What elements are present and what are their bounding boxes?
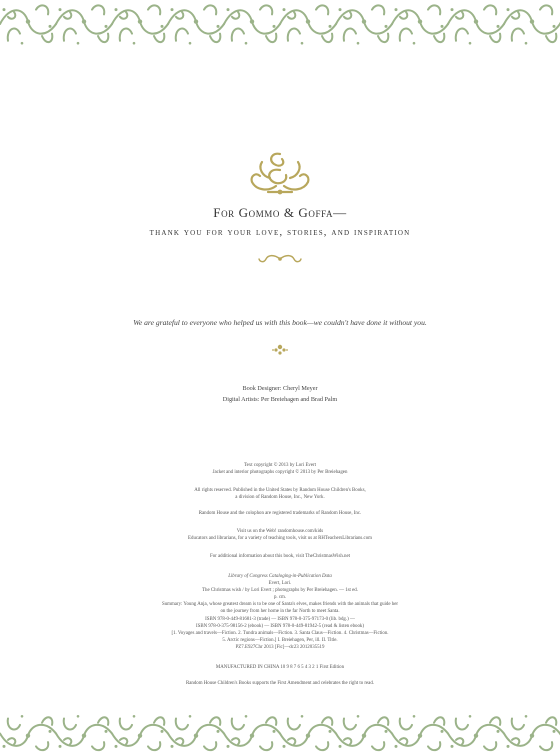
cip-line: p. cm. [273,595,287,601]
cip-line: [1. Voyages and travels—Fiction. 2. Tundra animals—Fiction. 3. Santa Claus—Fiction. 4. Christmas—Fiction. [171,630,389,636]
gold-scroll-ornament [246,148,314,196]
gold-flourish-divider [258,253,302,265]
manufacturing-line: MANUFACTURED IN CHINA 10 9 8 7 6 5 4 3 2 1 First Edition [215,665,345,670]
additional-info: For additional information about this book, visit TheChristmasWish.net [209,554,351,559]
cip-line: ISBN 978-0-375-98156-2 (ebook) — ISBN 978-0-449-81942-5 (read & listen ebook) [195,623,365,629]
dedication-line-1: For Gommo & Goffa— [213,205,347,220]
cip-line: Evert, Lori. [268,581,292,587]
visit-block [0,528,560,542]
floral-border-top [0,0,560,48]
first-amendment-note: Random House Children's Books supports the First Amendment and celebrates the right to read. [185,681,375,686]
dedication-line-2: thank you for your love, stories, and inspiration [149,227,411,238]
visit-web-link: Visit us on the Web! randomhouse.com/kids [236,529,324,534]
copyright-block [0,462,560,476]
cip-line: 5. Arctic regions—Fiction.] I. Breiehagen, Per, ill. II. Title. [222,637,338,643]
educators-link: Educators and librarians, for a variety of teaching tools, visit us at RHTeachersLibrarians.com [188,536,372,542]
book-designer-credit: Book Designer: Cheryl Meyer [242,385,318,392]
rights-line-2: a division of Random House, Inc., New York. [235,495,325,501]
cip-line: Summary: Young Anja, whose greatest dream is to be one of Santa's elves, makes friends with the animals that guide her [162,602,398,608]
rights-block [0,487,560,501]
rights-line-1: All rights reserved. Published in the United States by Random House Children's Books, [194,488,366,493]
cip-line: The Christmas wish / by Lori Evert ; photographs by Per Breiehagen. — 1st ed. [202,588,358,594]
trademark-notice: Random House and the colophon are registered trademarks of Random House, Inc. [198,511,362,516]
cip-heading: Library of Congress Cataloging-in-Publication Data [228,574,332,579]
cip-line: PZ7.E927Chr 2013 [Fic]—dc23 2012035519 [235,644,325,650]
gratitude-note: We are grateful to everyone who helped us with this book—we couldn't have done it without you. [133,318,427,327]
floral-border-bottom [0,712,560,755]
cip-line: ISBN 978-0-449-81681-3 (trade) — ISBN 978-0-375-97173-0 (lib. bdg.) — [205,616,355,622]
copyright-photos: Jacket and interior photographs copyright © 2013 by Per Breiehagen [212,470,348,476]
gold-fleuron [271,343,289,357]
copyright-text: Text copyright © 2013 by Lori Evert [243,463,317,468]
cip-block [0,573,560,651]
cip-line: on the journey from her home in the far North to meet Santa. [220,609,340,615]
digital-artists-credit: Digital Artists: Per Breiehagen and Brad Palm [222,396,338,403]
